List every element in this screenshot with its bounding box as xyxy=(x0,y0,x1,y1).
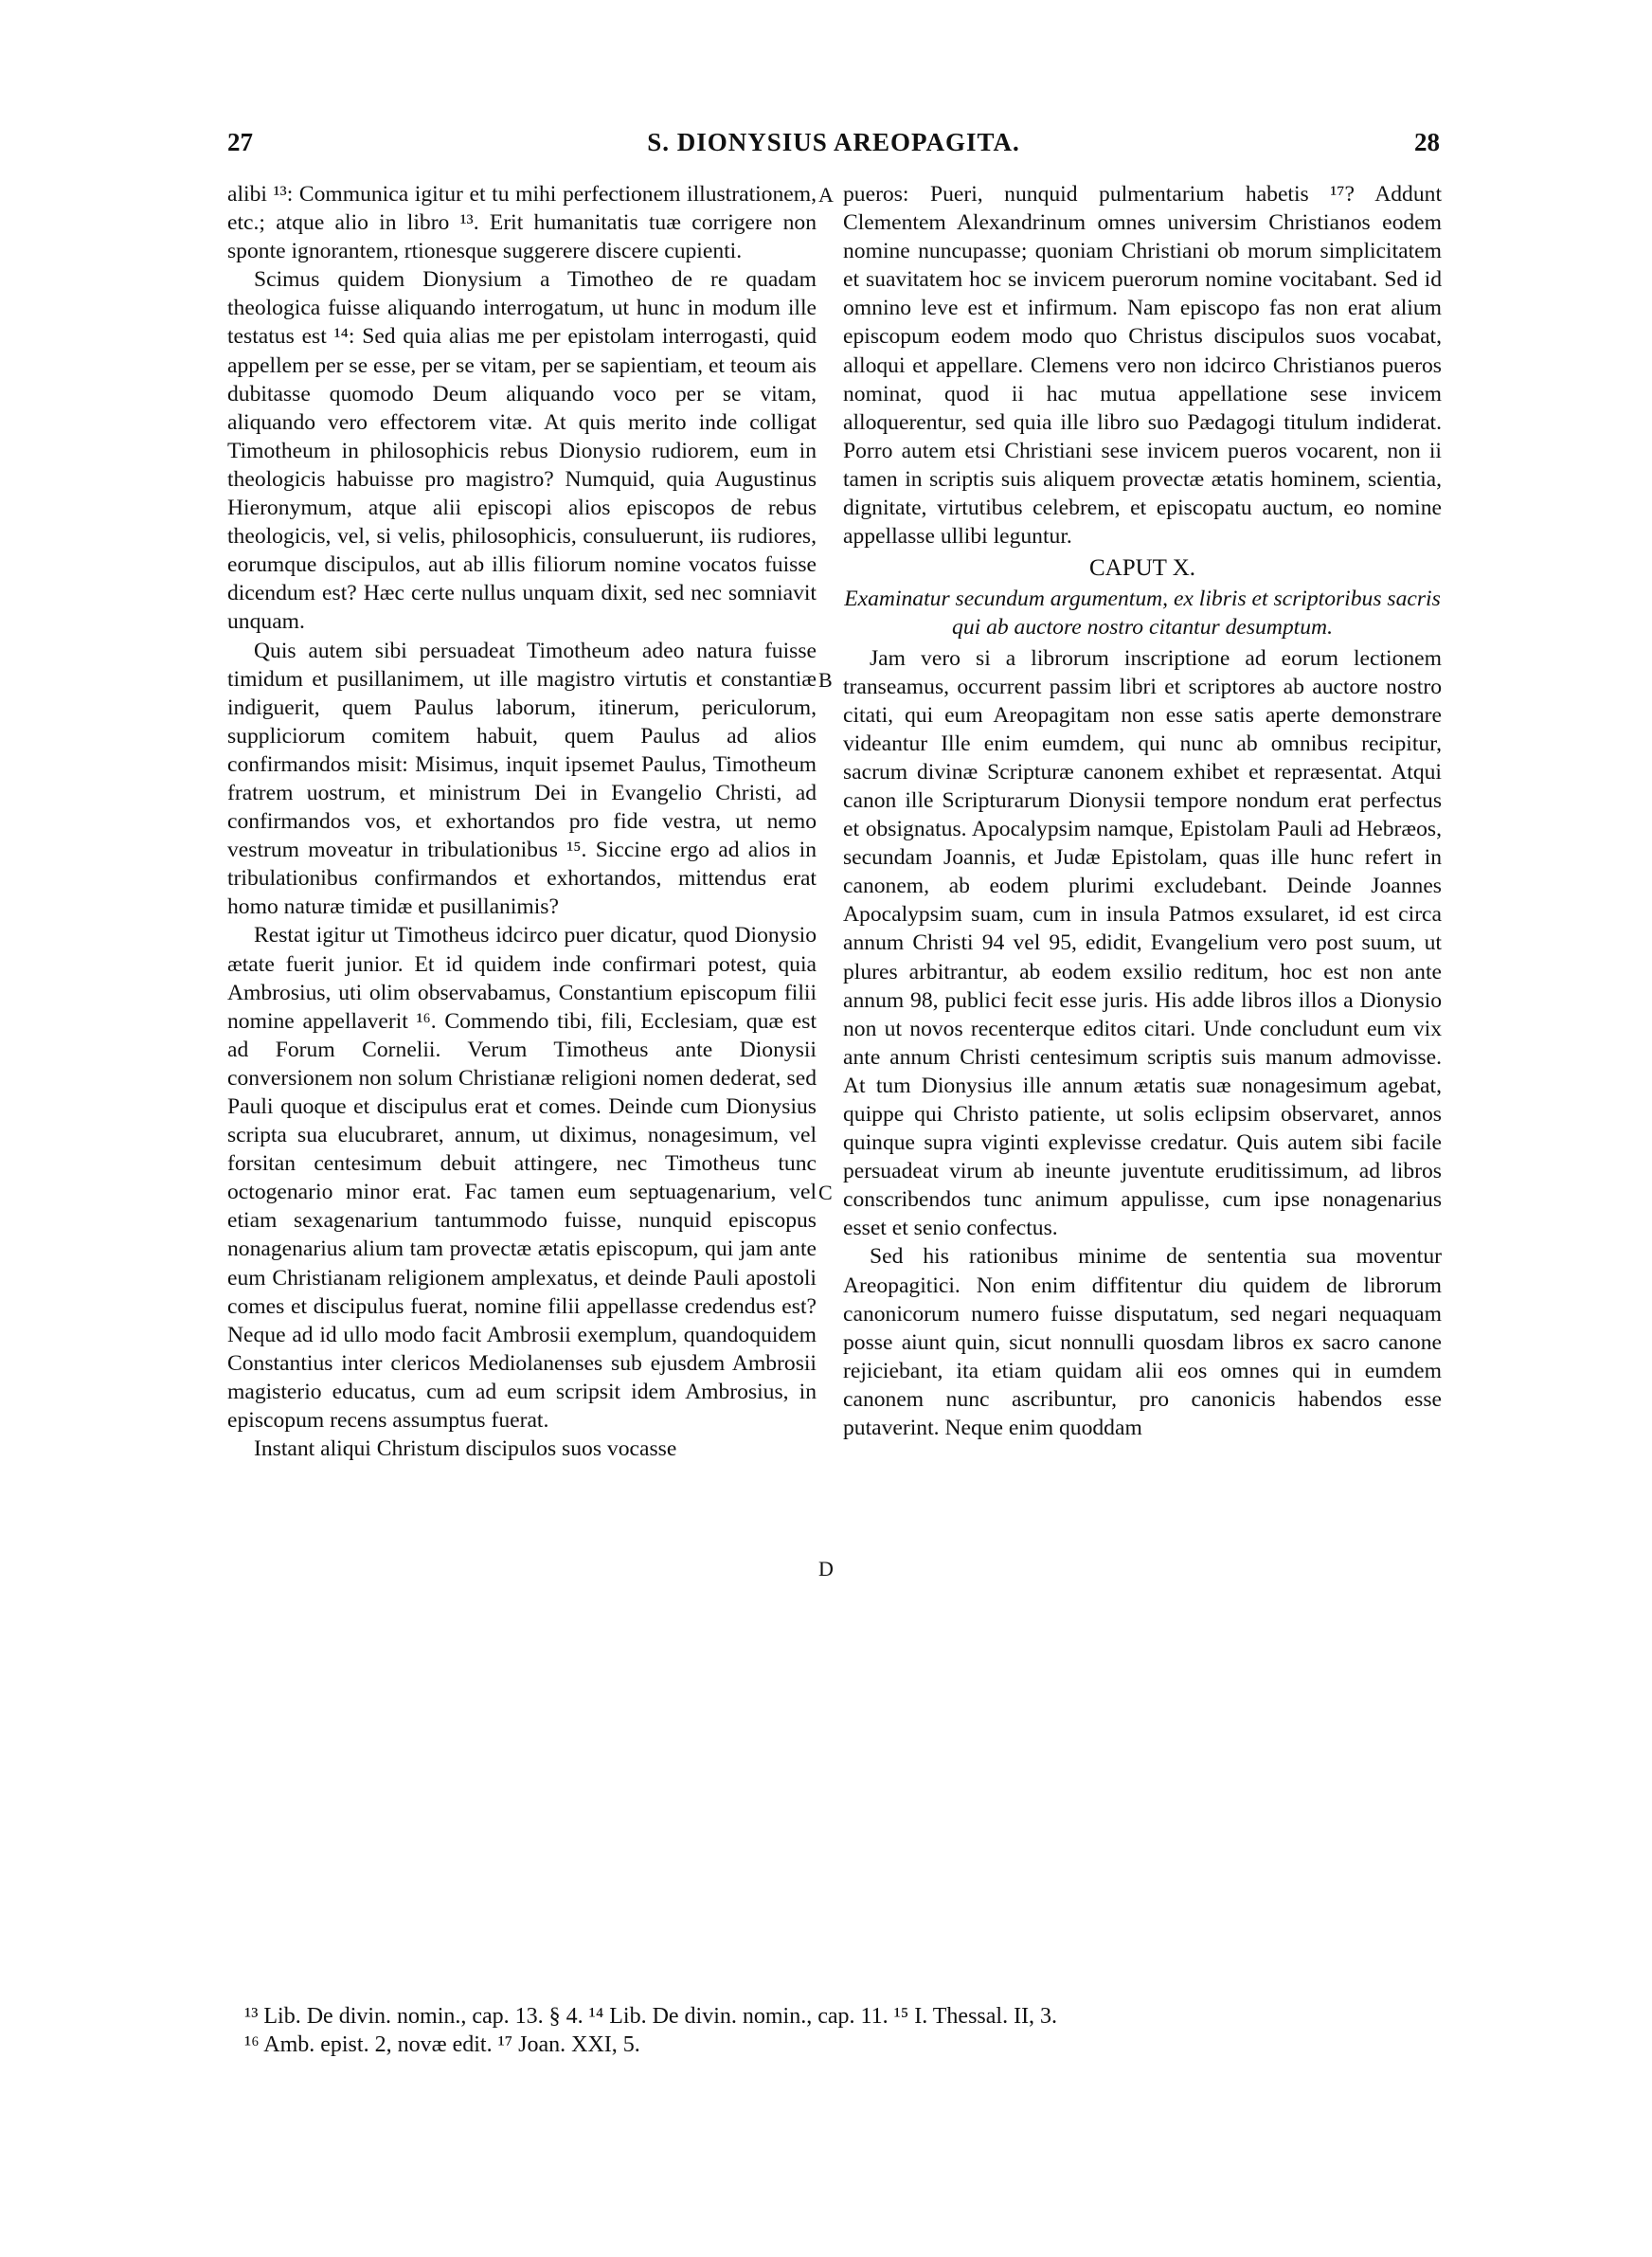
paragraph: Jam vero si a librorum inscriptione ad eorum lectionem transeamus, occurrent passim libri et scriptores ab auctore nostro citati, qui eum Areopagitam non esse satis aperte demonstrare videantur Ille enim eumdem, qui nunc ab omnibus recipitur, sacrum divinæ Scripturæ canonem exhibet et repræsentat. Atqui canon ille Scripturarum Dionysii tempore nondum erat perfectus et obsignatus. Apocalypsim namque, Epistolam Pauli ad Hebræos, secundam Joannis, et Judæ Epistolam, quas ille hunc refert in canonem, ab eodem plurimi excludebant. Deinde Joannes Apocalypsim suam, cum in insula Patmos exsularet, id est circa annum Christi 94 vel 95, edidit, Evangelium vero post suum, ut plures arbitrantur, ab eodem exsilio reditum, hoc est non ante annum 98, publici fecit esse juris. His adde libros illos a Dionysio non ut novos recenterque editos citari. Unde concludunt eum vix ante annum Christi centesimum scriptis suis manum admovisse. At tum Dionysius ille annum ætatis suæ nonagesimum agebat, quippe qui Christo patiente, ut solis eclipsim observaret, annos quinque supra viginti explevisse credatur. Quis autem sibi facile persuadeat virum ab ineunte juventute eruditissimum, ad libros conscribendos tunc animum appulisse, cum ipse nonagenarius esset et senio confectus. xyxy=(843,645,1442,1241)
footnote-line: ¹⁶ Amb. epist. 2, novæ edit. ¹⁷ Joan. XXI, 5. xyxy=(244,2032,640,2057)
margin-marker-c: C xyxy=(818,1181,833,1204)
chapter-heading: CAPUT X. xyxy=(1088,555,1196,582)
paragraph: Restat igitur ut Timotheus idcirco puer dicatur, quod Dionysio ætate fuerit junior. Et id quidem inde confirmari potest, quia Ambrosius, uti olim observabamus, Constantium episcopum filii nomine appellaverit ¹⁶. Commendo tibi, fili, Ecclesiam, quæ est ad Forum Cornelii. Verum Timotheus ante Dionysii conversionem non solum Christianæ religioni nomen dederat, sed Pauli quoque et discipulus erat et comes. Deinde cum Dionysius scripta sua elucubraret, annum, ut diximus, nonagesimum, vel forsitan centesimum debuit attingere, nec Timotheus tunc octogenario minor erat. Fac tamen eum septuagenarium, vel etiam sexagenarium tantummodo fuisse, nunquid episcopus nonagenarius alium tam provectæ ætatis episcopum, qui jam ante eum Christianam religionem amplexatus, et deinde Pauli apostoli comes et discipulus fuerat, nomine filii appellasse credendus est? Neque ad id ullo modo facit Ambrosii exemplum, quandoquidem Constantius inter clericos Mediolanenses sub ejusdem Ambrosii magisterio educatus, cum ad eum scripsit idem Ambrosius, in episcopum recens assumptus fuerat. xyxy=(227,923,817,1434)
margin-marker-d: D xyxy=(818,1557,834,1580)
paragraph: Scimus quidem Dionysium a Timotheo de re quadam theologica fuisse aliquando interrogatum, ut hunc in modum ille testatus est ¹⁴: Sed quia alias me per epistolam interrogasti, quid appellem per se esse, per se vitam, per se sapientiam, et teoum ais dubitasse quomodo Deum aliquando voco per se vitam, aliquando vero effectorem vitæ. At quis merito inde colligat Timotheum in philosophicis rebus Dionysio rudiorem, eum in theologicis habuisse pro magistro? Numquid, quia Augustinus Hieronymum, atque alii episcopi alios episcopos de rebus theologicis, vel, si velis, philosophicis, consuluerunt, iis rudiores, eorumque discipulos, aut ab illis filiorum nomine vocatos fuisse dicendum est? Hæc certe nullus unquam dixit, sed nec somniavit unquam. xyxy=(227,267,817,635)
footnotes xyxy=(244,2002,1457,2059)
margin-markers xyxy=(818,0,841,2257)
paragraph: pueros: Pueri, nunquid pulmentarium habetis ¹⁷? Addunt Clementem Alexandrinum omnes universim Christianos eodem nomine nuncupasse; quoniam Christiani ob morum simplicitatem et suavitatem hoc se invicem puerorum nomine vocitabant. Sed id omnino leve est et infirmum. Nam episcopo fas non erat alium episcopum eodem modo quo Christus discipulos suos vocabat, alloqui et appellare. Clemens vero non idcirco Christianos pueros nominat, quod ii hac mutua appellatione sese invicem alloquerentur, sed quia ille libro suo Pædagogi titulum indiderat. Porro autem etsi Christiani sese invicem pueros vocarent, non ii tamen in scriptis suis aliquem provectæ ætatis hominem, scientia, dignitate, virtutibus celebrem, et episcopatu auctum, eo nomine appellasse ullibi leguntur. xyxy=(843,182,1442,550)
chapter-subtitle: Examinatur secundum argumentum, ex libris et scriptoribus sacris qui ab auctore nostro citantur desumptum. xyxy=(844,587,1441,641)
running-title: S. DIONYSIUS AREOPAGITA. xyxy=(647,128,1020,156)
footnote-line: ¹³ Lib. De divin. nomin., cap. 13. § 4. ¹⁴ Lib. De divin. nomin., cap. 11. ¹⁵ I. Thessal. II, 3. xyxy=(244,2004,1058,2029)
paragraph: alibi ¹³: Communica igitur et tu mihi perfectionem illustrationem, etc.; atque alio in libro ¹³. Erit humanitatis tuæ corrigere non sponte ignorantem, rtionesque suggerere discere cupienti. xyxy=(227,182,817,264)
paragraph: Instant aliqui Christum discipulos suos vocasse xyxy=(254,1436,677,1462)
left-column xyxy=(227,180,817,1463)
right-column xyxy=(843,180,1442,1442)
page-number-left: 27 xyxy=(227,128,253,156)
page-number-right: 28 xyxy=(1414,128,1440,156)
margin-marker-b: B xyxy=(818,668,833,692)
margin-marker-a: A xyxy=(818,183,834,207)
paragraph: Quis autem sibi persuadeat Timotheum adeo natura fuisse timidum et pusillanimem, ut ille magistro virtutis et constantiæ indiguerit, quem Paulus laborum, itinerum, periculorum, suppliciorum comitem habuit, quem Paulus ad alios confirmandos misit: Misimus, inquit ipsemet Paulus, Timotheum fratrem uostrum, et ministrum Dei in Evangelio Christi, ad confirmandos vos, et exhortandos pro fide vestra, ut nemo vestrum moveatur in tribulationibus ¹⁵. Siccine ergo ad alios in tribulationibus confirmandos et exhortandos, mittendus erat homo naturæ timidæ et pusillanimis? xyxy=(227,638,817,920)
paragraph: Sed his rationibus minime de sententia sua moventur Areopagitici. Non enim diffitentur diu quidem de librorum canonicorum numero fuisse disputatum, sed negari nequaquam posse aiunt quin, sicut nonnulli quosdam libros ex sacro canone rejiciebant, ita etiam quidam alii eos omnes qui in eumdem canonem nunc ascribuntur, pro canonicis habendos esse putaverint. Neque enim quoddam xyxy=(843,1244,1442,1441)
